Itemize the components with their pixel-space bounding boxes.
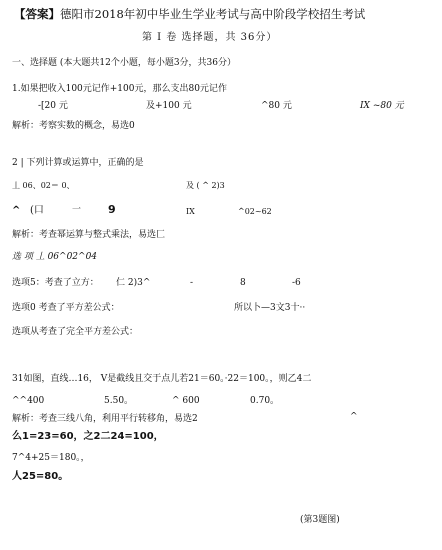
q2-stem: 2 | 下列计算或运算中，正确的是	[12, 158, 144, 168]
q2-row2-paren: (口	[30, 205, 44, 216]
q2-option-d-note: 选项从考查了完全平方差公式：	[12, 327, 139, 337]
q2-option-b-expr2: -	[190, 278, 194, 288]
q3-option-b: 5.50。	[104, 396, 134, 406]
section-heading: 第 I 卷 选择题，共 36分）	[142, 32, 278, 43]
q2-analysis: 解析：考查幂运算与整式乘法，易选匚	[12, 230, 166, 240]
q2-option-a-note: 选 项 丄 06^02^04	[12, 252, 98, 262]
q3-option-a: ^^400	[12, 396, 45, 406]
part1-instructions: 一、选择题 (本大题共12个小题，每小题3分，共36分）	[12, 58, 237, 68]
q1-analysis: 解析：考察实数的概念，易选0	[12, 121, 135, 131]
document-title	[14, 8, 365, 22]
title-text: 德阳市2018年初中毕业生学业考试与高中阶段学校招生考试	[60, 7, 366, 21]
q2-row2-ix: IX	[186, 207, 195, 216]
q3-caret: ^	[350, 412, 358, 422]
q1-option-c: ^80 元	[261, 101, 292, 111]
q2-option-a-expr: 丄 06、02＝ 0、	[12, 181, 75, 190]
q3-step2: 7^4+25＝180。，	[12, 453, 90, 463]
q2-option-c-expr: 所以卜—3文3十··	[234, 303, 306, 313]
q1-option-a: -[20 元	[38, 101, 68, 111]
q2-option-b-expr1: 仁 2)3^	[116, 278, 151, 288]
q2-option-b-note: 选项5：考查了立方：	[12, 278, 99, 288]
q3-option-d: 0.70。	[250, 396, 280, 406]
q3-stem: 31如图，直线…16， V是截线且交于点儿若21＝60。·22＝100。，则乙4二	[12, 374, 312, 384]
q2-option-c-note: 选项0 考查了平方差公式：	[12, 303, 120, 313]
q2-row2-caret: ^	[12, 205, 21, 216]
q3-option-c: ^ 600	[172, 396, 200, 406]
q2-row2-dash: 一	[72, 205, 82, 215]
q3-figure-caption: (第3题图)	[300, 515, 340, 525]
q2-option-b-expr: 及 ( ^ 2)3	[186, 181, 225, 190]
q3-step3: 人25=80。	[12, 471, 69, 482]
q1-stem: 1.如果把收入100元记作+100元，那么支出80元记作	[12, 84, 227, 94]
q3-step1: 么1=23=60，之2二24=100，	[12, 431, 164, 442]
q2-option-b-expr4: -6	[292, 278, 301, 288]
q2-option-b-expr3: 8	[240, 278, 246, 288]
q3-analysis: 解析：考查三线八角，利用平行转移角，易选2	[12, 414, 198, 424]
answer-bracket: 【答案】	[14, 7, 60, 21]
q2-row2-expr: ^02~62	[238, 207, 272, 216]
q1-option-b: 及+100 元	[146, 101, 192, 111]
q2-row2-nine: 9	[108, 203, 116, 216]
q1-option-d: IX ~80 元	[360, 101, 404, 111]
